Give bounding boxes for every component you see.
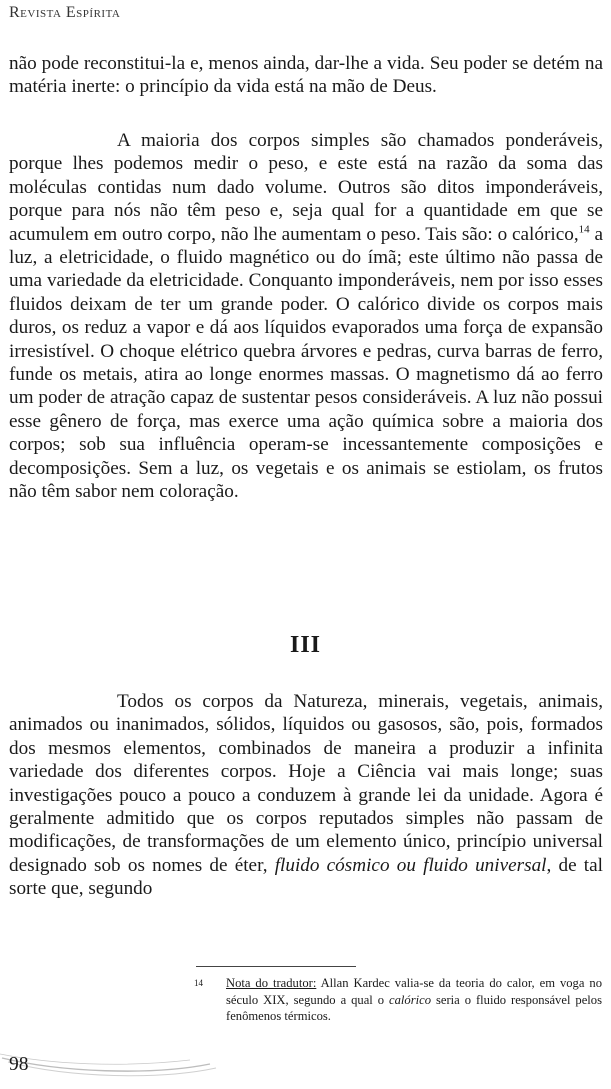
italic-term: fluido cósmico ou fluido universal [274, 854, 547, 876]
section-heading: III [289, 632, 322, 658]
footnote-divider [196, 966, 356, 967]
paragraph-text-part2: , de tal sorte que, segundo [9, 854, 603, 900]
page-number: 98 [9, 1054, 29, 1075]
paragraph-unity [9, 690, 603, 901]
footnote-text-part2: seria o fluido responsável pelos fenômenos térmicos. [226, 992, 602, 1023]
footnote [194, 975, 602, 1025]
footnote-italic-term: calórico [389, 992, 431, 1007]
footnote-label: Nota do tradutor: [226, 976, 317, 990]
paragraph-text-part2: a luz, a eletricidade, o fluido magnético ou do ímã; este último não passa de uma variedade da eletricidade. Conquanto imponderáveis, nem por isso esses fluidos deixam de ter um grande poder. O calórico divide os corpos mais duros, os reduz a vapor e dá aos líquidos evaporados uma força de expansão irresistível. O choque elétrico quebra árvores e pedras, curva barras de ferro, funde os metais, atira ao longe enormes massas. O magnetismo dá ao ferro um poder de atração capaz de sustentar pesos consideráveis. A luz não possui esse gênero de força, mas exerce uma ação química sobre a maioria dos corpos; sob sua influência operam-se incessantemente composições e decomposições. Sem a luz, os vegetais e os animais se estiolam, os frutos não têm sabor nem coloração. [9, 223, 603, 503]
paragraph-text-part1: A maioria dos corpos simples são chamados ponderáveis, porque lhes podemos medir o peso, e este está na razão da soma das moléculas contidas num dado volume. Outros são ditos imponderáveis, porque para nós não têm peso e, seja qual for a quantidade em que se acumulem em outro corpo, não lhe aumentam o peso. Tais são: o calórico, [9, 130, 603, 245]
paragraph-imponderables [9, 129, 603, 504]
decorative-swoosh-icon [0, 1050, 220, 1080]
paragraph-continued: não pode reconstitui-la e, menos ainda, dar-lhe a vida. Seu poder se detém na matéria inerte: o princípio da vida está na mão de Deus. [9, 53, 603, 98]
paragraph-text-part1: Todos os corpos da Natureza, minerais, vegetais, animais, animados ou inanimados, sólidos, líquidos ou gasosos, são, pois, formados dos mesmos elementos, combinados de maneira a produzir a infinita variedade dos diferentes corpos. Hoje a Ciência vai mais longe; suas investigações pouco a pouco a conduzem à grande lei da unidade. Agora é geralmente admitido que os corpos reputados simples não passam de modificações, de transformações de um elemento único, princípio universal designado sob os nomes de éter, [9, 691, 603, 876]
footnote-reference[interactable]: 14 [578, 223, 590, 236]
footnote-text-part1: Allan Kardec valia-se da teoria do calor, em voga no século XIX, segundo a qual o [226, 976, 602, 1007]
running-header: Revista Espírita [9, 4, 121, 21]
footnote-number: 14 [194, 978, 203, 988]
footnote-text [202, 975, 602, 1025]
